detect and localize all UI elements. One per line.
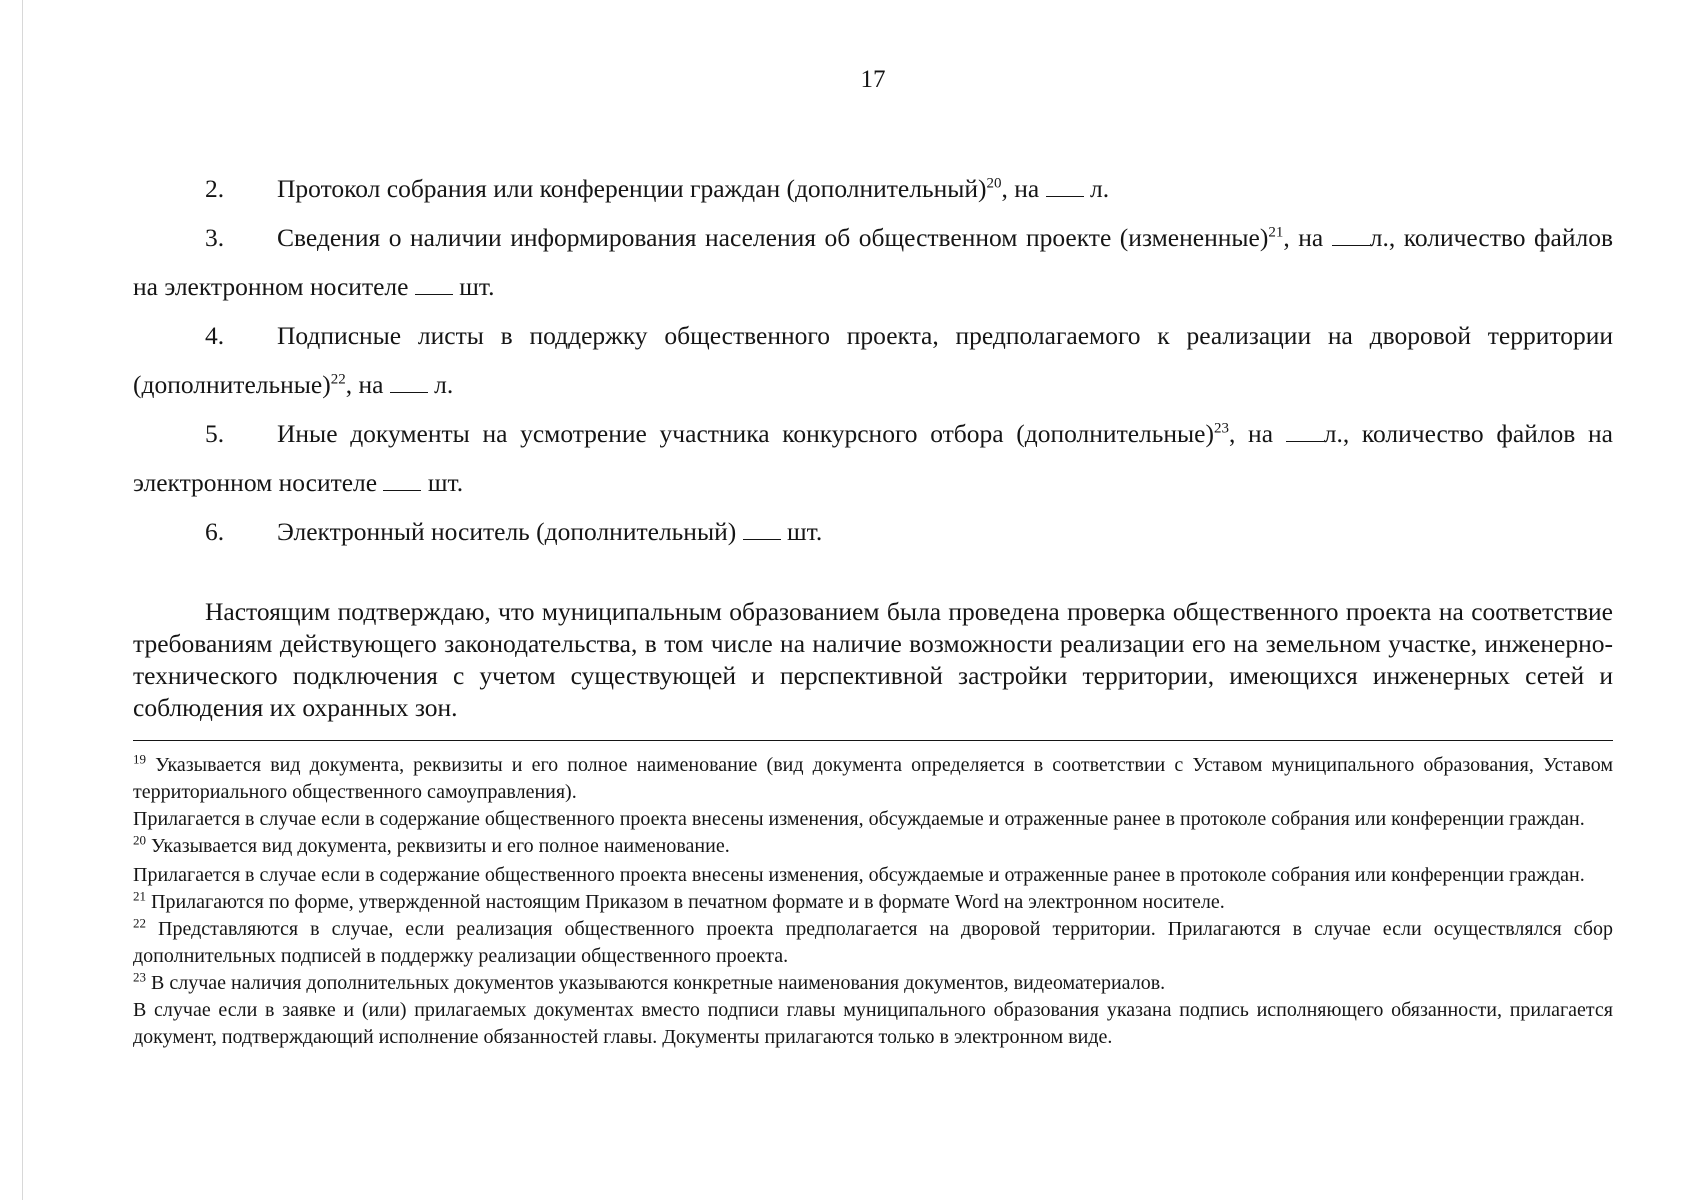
page-number: 17 xyxy=(860,66,886,93)
footnotes xyxy=(133,752,1613,1051)
item-text: Иные документы на усмотрение участника конкурсного отбора (дополнительные) xyxy=(277,419,1214,448)
footnote-text: Прилагаются по форме, утвержденной настоящим Приказом в печатном формате и в формате Word на электронном носителе. xyxy=(146,891,1225,913)
footnote xyxy=(133,970,1613,997)
attachment-list xyxy=(133,164,1613,556)
item-text: , на xyxy=(1228,419,1286,448)
footnote-text: Указывается вид документа, реквизиты и его полное наименование (вид документа определяется в соответствии с Уставом муниципального образования, Уставом территориального общественного самоуправления). xyxy=(133,754,1613,803)
footnote-separator xyxy=(133,740,1613,741)
blank-line xyxy=(415,276,453,295)
footnote xyxy=(133,916,1613,970)
footnote-number: 22 xyxy=(133,915,146,931)
footnote xyxy=(133,889,1613,916)
footnote-text: Прилагается в случае если в содержание общественного проекта внесены изменения, обсуждаемые и отраженные ранее в протоколе собрания или конференции граждан. xyxy=(133,864,1585,886)
footnote-text: Указывается вид документа, реквизиты и его полное наименование. xyxy=(146,835,730,857)
item-text: Электронный носитель (дополнительный) xyxy=(277,517,743,546)
item-text: Протокол собрания или конференции граждан (дополнительный) xyxy=(277,174,987,203)
blank-line xyxy=(1286,423,1324,442)
item-text: шт. xyxy=(780,517,823,546)
blank-line xyxy=(383,472,421,491)
item-number: 3. xyxy=(205,223,225,252)
footnote-number: 19 xyxy=(133,751,146,767)
item-number: 6. xyxy=(205,517,225,546)
scan-edge-line xyxy=(22,0,23,1200)
item-text: л. xyxy=(427,370,454,399)
footnote xyxy=(133,997,1613,1051)
blank-line xyxy=(1332,227,1370,246)
footnote xyxy=(133,862,1613,889)
item-text: шт. xyxy=(452,272,495,301)
footnote-ref: 23 xyxy=(1213,420,1229,437)
footnote-ref: 22 xyxy=(330,371,346,388)
item-text: л. xyxy=(1083,174,1110,203)
footnote xyxy=(133,806,1613,833)
footnote xyxy=(133,833,1613,860)
footnote-text: Представляются в случае, если реализация общественного проекта предполагается на дворовой территории. Прилагаются в случае если осуществлялся сбор дополнительных подписей в поддержку реализации общественного проекта. xyxy=(133,918,1613,967)
item-text: шт. xyxy=(421,468,464,497)
item-text: , на xyxy=(1283,223,1332,252)
list-item xyxy=(133,164,1613,213)
footnote-ref: 21 xyxy=(1268,224,1284,241)
item-number: 4. xyxy=(205,321,225,350)
item-text: , на xyxy=(345,370,390,399)
list-item xyxy=(133,507,1613,556)
footnote xyxy=(133,752,1613,806)
item-number: 5. xyxy=(205,419,225,448)
item-text: Подписные листы в поддержку общественного проекта, предполагаемого к реализации на дворовой территории (дополнительные) xyxy=(133,321,1613,399)
item-text: , на xyxy=(1001,174,1046,203)
item-text: л., количество файлов на электронном носителе xyxy=(133,223,1613,301)
footnote-ref: 20 xyxy=(986,175,1002,192)
footnote-number: 20 xyxy=(133,832,146,848)
confirmation-paragraph: Настоящим подтверждаю, что муниципальным образованием была проведена проверка общественного проекта на соответствие требованиям действующего законодательства, в том числе на наличие возможности реализации его на земельном участке, инженерно-технического подключения с учетом существующей и перспективной застройки территории, имеющихся инженерных сетей и соблюдения их охранных зон. xyxy=(133,597,1613,722)
footnote-text: Прилагается в случае если в содержание общественного проекта внесены изменения, обсуждаемые и отраженные ранее в протоколе собрания или конференции граждан. xyxy=(133,808,1585,830)
blank-line xyxy=(1046,178,1084,197)
footnote-number: 21 xyxy=(133,888,146,904)
footnote-number: 23 xyxy=(133,969,146,985)
item-number: 2. xyxy=(205,174,225,203)
list-item xyxy=(133,409,1613,507)
footnote-text: В случае наличия дополнительных документов указываются конкретные наименования документов, видеоматериалов. xyxy=(146,972,1166,994)
blank-line xyxy=(743,521,781,540)
item-text: Сведения о наличии информирования населения об общественном проекте (измененные) xyxy=(277,223,1269,252)
footnote-text: В случае если в заявке и (или) прилагаемых документах вместо подписи главы муниципального образования указана подпись исполняющего обязанности, прилагается документ, подтверждающий исполнение обязанностей главы. Документы прилагаются только в электронном виде. xyxy=(133,999,1613,1048)
list-item xyxy=(133,213,1613,311)
blank-line xyxy=(390,374,428,393)
list-item xyxy=(133,311,1613,409)
item-text: л., количество файлов на электронном носителе xyxy=(133,419,1613,497)
